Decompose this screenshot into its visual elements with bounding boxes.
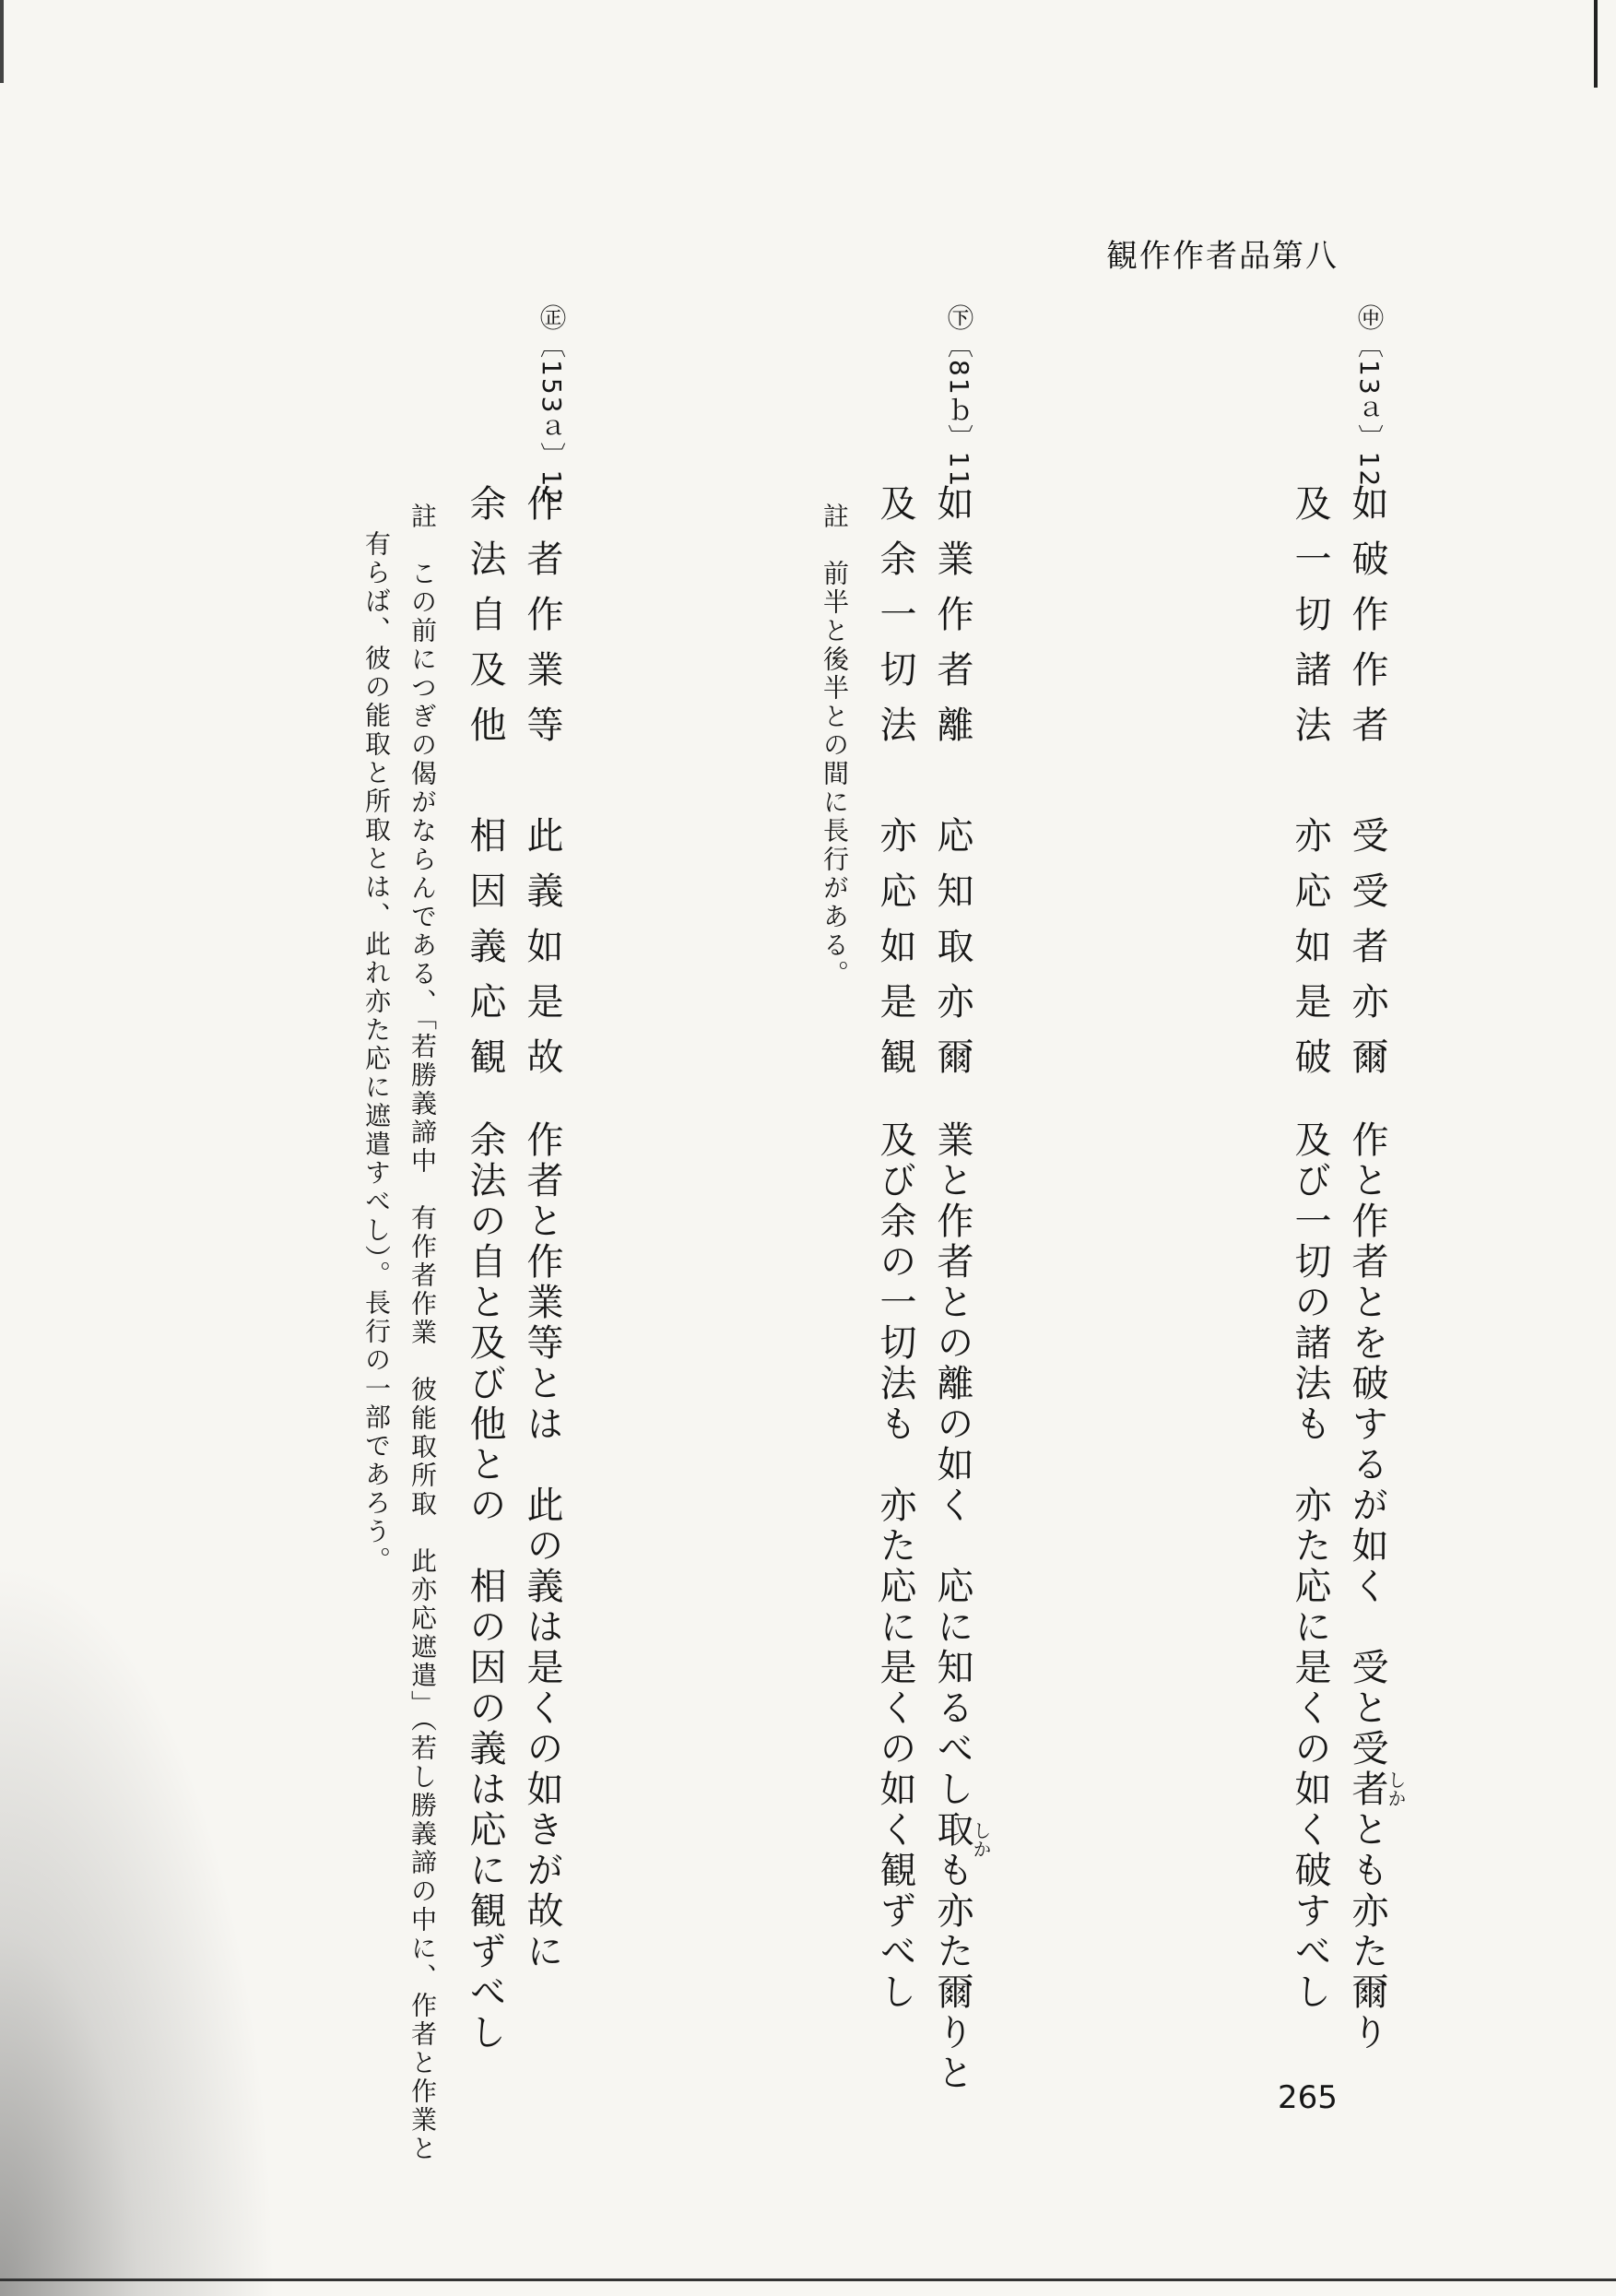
section2-note: 註 前半と後半との間に長行がある。 xyxy=(820,503,850,988)
section2-translation-line2: 及び余の一切法も 亦た応に是くの如く観ずべし xyxy=(874,1120,916,2013)
section2-verse-line1: 如業作者離 応知取亦爾 xyxy=(931,484,973,1093)
chapter-header: 観作作者品第八 xyxy=(1106,238,1339,275)
section1-ref: ㊥〔13ａ〕12 xyxy=(1354,304,1385,489)
section3-note-line1: 註 この前につぎの偈がならんである、「若勝義諦中 有作者作業 彼能取所取 此亦応遮遣」（若し勝義諦の中に、作者と作業と xyxy=(407,503,438,2163)
section2-ruby: しか xyxy=(970,1821,992,1858)
section2-ref: ㊦〔81ｂ〕11 xyxy=(944,304,974,489)
section1-translation-line1: 作と作者とを破するが如く 受と受者とも亦た爾り xyxy=(1346,1120,1388,2053)
section1-ruby: しか xyxy=(1385,1770,1407,1807)
page-edge-mark-left xyxy=(0,0,4,83)
section2-translation-line1: 業と作者との離の如く 応に知るべし取も亦た爾りと xyxy=(931,1120,973,2094)
page-edge-bottom xyxy=(0,2278,1616,2281)
page-number: 265 xyxy=(1278,2079,1338,2116)
section1-verse-line2: 及一切諸法 亦応如是破 xyxy=(1289,484,1331,1093)
section3-translation-line2: 余法の自と及び他との 相の因の義は応に観ずべし xyxy=(464,1120,506,2053)
section2-verse-line2: 及余一切法 亦応如是観 xyxy=(874,484,916,1093)
scan-shadow xyxy=(0,1558,277,2296)
section1-verse-line1: 如破作作者 受受者亦爾 xyxy=(1346,484,1388,1093)
page-edge-mark xyxy=(1594,0,1598,88)
section3-translation-line1: 作者と作業等とは 此の義は是くの如きが故に xyxy=(521,1120,563,1972)
section3-verse-line1: 作者作業等 此義如是故 xyxy=(521,484,563,1093)
section3-note-line2: 有らば、彼の能取と所取とは、此れ亦た応に遮遣すべし）。長行の一部であろう。 xyxy=(361,530,392,1575)
section1-translation-line2: 及び一切の諸法も 亦た応に是くの如く破すべし xyxy=(1289,1120,1331,2013)
section3-ref: ㊣〔153ａ〕12 xyxy=(537,304,567,507)
section3-verse-line2: 余法自及他 相因義応観 xyxy=(464,484,506,1093)
